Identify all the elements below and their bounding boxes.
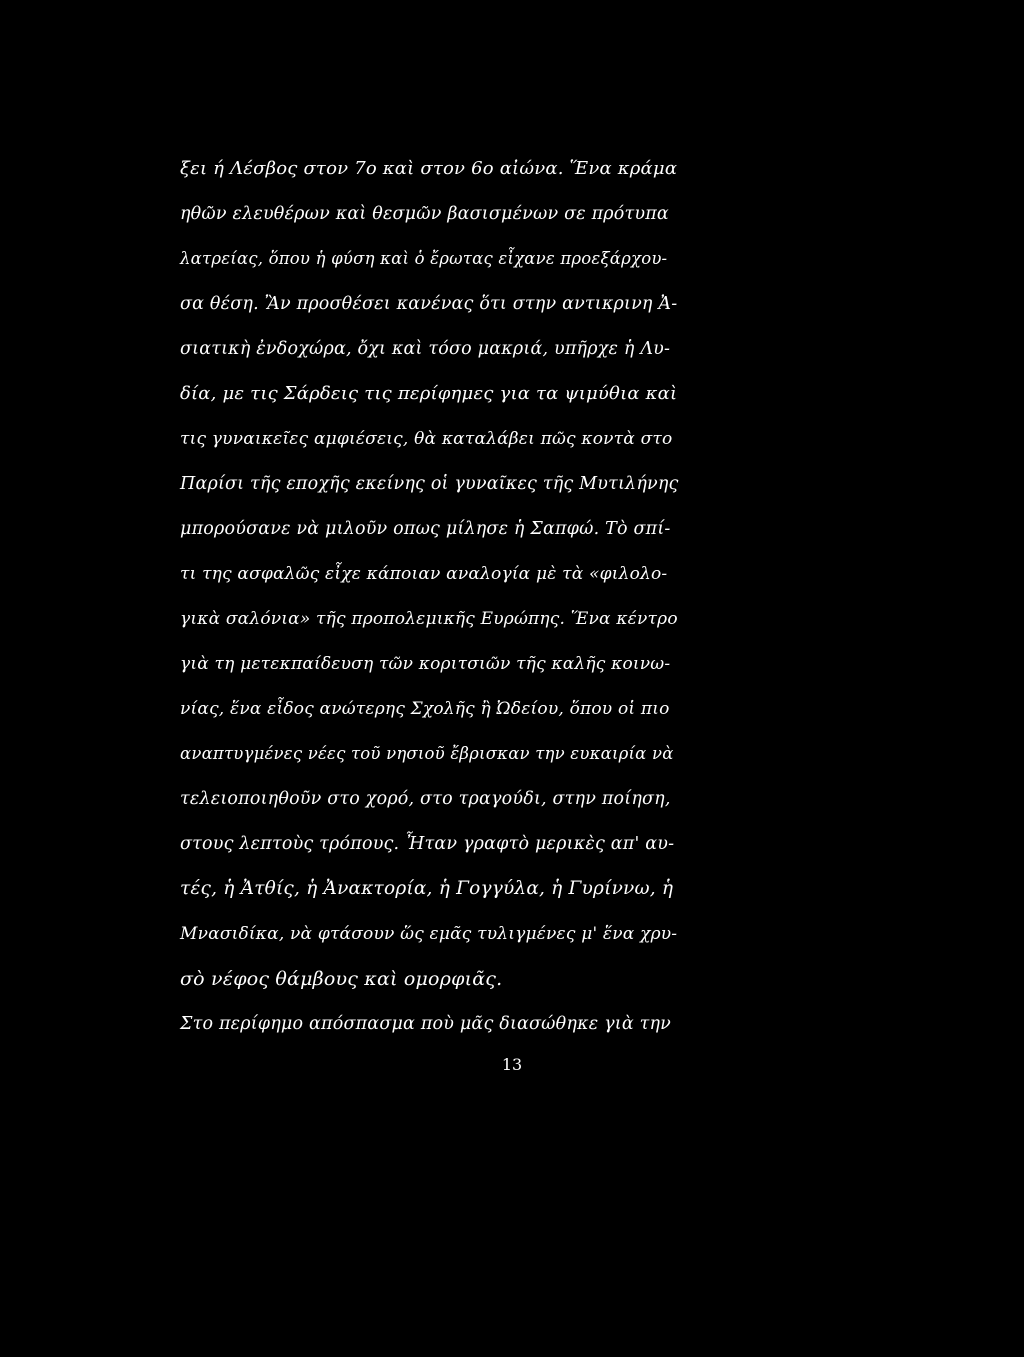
text-line: τις γυναικεῖες αμφιέσεις, θὰ καταλάβει πῶς κοντὰ στο (180, 429, 673, 449)
text-line: Παρίσι τῆς εποχῆς εκείνης οἱ γυναῖκες τῆς Μυτιλήνης (180, 474, 679, 494)
text-line: σα θέση. Ἂν προσθέσει κανένας ὅτι στην αντικρινη Ἀ- (180, 294, 678, 314)
text-line: σιατικὴ ἐνδοχώρα, ὄχι καὶ τόσο μακριά, υπῆρχε ἡ Λυ- (180, 339, 671, 359)
text-line: δία, με τις Σάρδεις τις περίφημες για τα ψιμύθια καὶ (180, 383, 678, 404)
text-line: τι της ασφαλῶς εἶχε κάποιαν αναλογία μὲ τὰ «φιλολο- (180, 564, 668, 584)
text-line: τελειοποιηθοῦν στο χορό, στο τραγούδι, στην ποίηση, (180, 789, 671, 809)
text-line: τές, ἡ Ἀτθίς, ἡ Ἀνακτορία, ἡ Γογγύλα, ἡ Γυρίννω, ἡ (180, 878, 674, 899)
text-line: Στο περίφημο απόσπασμα ποὺ μᾶς διασώθηκε γιὰ την (180, 1014, 672, 1034)
text-line: αναπτυγμένες νέες τοῦ νησιοῦ ἔβρισκαν την ευκαιρία νὰ (180, 744, 674, 763)
text-line: μπορούσανε νὰ μιλοῦν οπως μίλησε ἡ Σαπφώ. Τὸ σπί- (180, 519, 671, 539)
text-line: νίας, ἕνα εἶδος ανώτερης Σχολῆς ἢ Ὠδείου, ὅπου οἱ πιο (180, 699, 670, 719)
text-line: ηθῶν ελευθέρων καὶ θεσμῶν βασισμένων σε πρότυπα (180, 204, 669, 224)
text-line: ξει ή Λέσβος στον 7ο καὶ στον 6ο αἰώνα. Ἕνα κράμα (180, 158, 678, 179)
text-line: Μνασιδίκα, νὰ φτάσουν ὥς εμᾶς τυλιγμένες μ' ἕνα χρυ- (180, 924, 678, 944)
text-line: σὸ νέφος θάμβους καὶ ομορφιᾶς. (180, 968, 503, 990)
text-line: στους λεπτοὺς τρόπους. Ἦταν γραφτὸ μερικὲς απ' αυ- (180, 834, 675, 854)
page-number: 13 (501, 1055, 523, 1074)
text-line: γιὰ τη μετεκπαίδευση τῶν κοριτσιῶν τῆς καλῆς κοινω- (180, 654, 671, 674)
text-line: λατρείας, ὅπου ἡ φύση καὶ ὁ ἔρωτας εἶχανε προεξάρχου- (180, 249, 668, 268)
text-line: γικὰ σαλόνια» τῆς προπολεμικῆς Ευρώπης. Ἕνα κέντρο (180, 609, 678, 629)
